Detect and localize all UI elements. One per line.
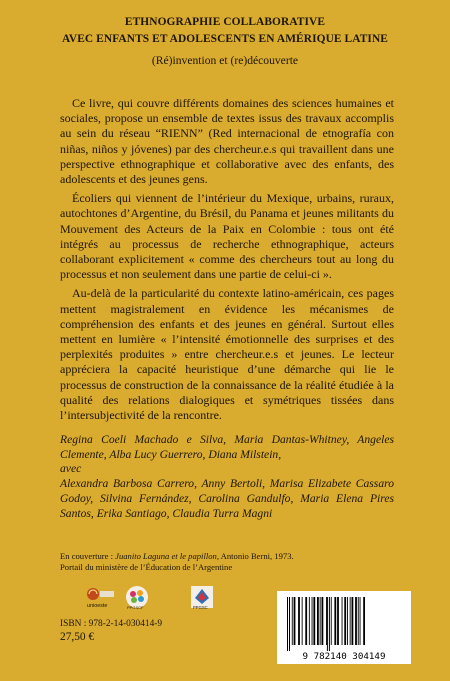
barcode-bar: [358, 597, 359, 645]
ppgsc-logo: [189, 585, 215, 611]
barcode-bar: [305, 597, 307, 645]
barcode-bar: [322, 597, 324, 645]
logo2-label: PPGSCF: [127, 605, 144, 610]
barcode-bar: [347, 597, 348, 645]
barcode-bar: [326, 597, 327, 645]
cover-artist: , Antonio Berni, 1973.: [216, 551, 294, 561]
blurb-paragraph-1: Ce livre, qui couvre différents domaines des sciences humaines et sociales, propose un ensemble de textes issus des travaux accomplis au sein du réseau “RIENN” (Red internacional de etnografía con niñas, niños y jóvenes) par des chercheur.e.s qui travaillent dans une perspective ethnographique et collaborative avec des enfants, des adolescents et des jeunes gens.: [60, 96, 394, 187]
barcode-bar: [292, 597, 293, 645]
isbn: ISBN : 978-2-14-030414-9: [60, 619, 163, 629]
barcode-guard-bar: [289, 597, 290, 651]
barcode-guard-bar: [327, 597, 328, 651]
barcode-bar: [363, 597, 365, 645]
cover-work-title: Juanito Laguna et le papillon: [115, 551, 217, 561]
barcode-bar: [309, 597, 310, 645]
barcode-bar: [298, 597, 300, 645]
barcode-bar: [312, 597, 313, 645]
ppgscf-logo: [124, 585, 150, 611]
barcode-bar: [317, 597, 319, 645]
barcode-bar: [331, 597, 332, 645]
blurb-paragraph-2: Écoliers qui viennent de l’intérieur du Mexique, urbains, ruraux, autochtones d’Argentine, du Brésil, du Panama et jeunes militants du Mouvement des Acteurs de la Paix en Colombie : tous ont été intégrés au processus de recherche ethnographique, acteurs collaborant explicitement « comme des chercheurs tout au long du processus et non seulement dans une partie de celui-ci ».: [60, 191, 394, 282]
cover-label: En couverture :: [60, 551, 116, 561]
barcode-bar: [342, 597, 343, 645]
barcode-bar: [337, 597, 339, 645]
barcode-bar: [360, 597, 361, 645]
cover-credits: [60, 551, 394, 573]
author-list: [60, 433, 394, 521]
book-subtitle: (Ré)invention et (re)découverte: [151, 54, 299, 67]
barcode-bar: [355, 597, 357, 645]
editors: Regina Coeli Machado e Silva, Maria Dantas-Whitney, Angeles Clemente, Alba Lucy Guerrero, Diana Milstein,: [60, 433, 394, 461]
cover-source: Portail du ministère de l’Éducation de l’Argentine: [60, 562, 233, 572]
barcode-guard-bar: [329, 597, 330, 651]
barcode: [277, 591, 411, 664]
book-title-line1: ETHNOGRAPHIE COLLABORATIVE: [124, 16, 326, 28]
barcode-bar: [352, 597, 354, 645]
logo1-label: unioeste: [87, 603, 108, 609]
unioeste-logo: [86, 585, 116, 611]
contributors: Alexandra Barbosa Carrero, Anny Bertoli, Marisa Elizabete Cassaro Godoy, Silvina Fernández, Carolina Gandulfo, Maria Elena Pires Santos, Erika Santiago, Claudia Turra Magni: [60, 477, 394, 520]
barcode-bar: [334, 597, 336, 645]
blurb: [60, 96, 394, 427]
barcode-number: 9 782140 304149: [302, 651, 386, 662]
book-title-line2: AVEC ENFANTS ET ADOLESCENTS EN AMÉRIQUE LATINE: [62, 33, 388, 45]
cover-credit-line: [60, 551, 394, 562]
barcode-bar: [320, 597, 321, 645]
barcode-bar: [294, 597, 296, 645]
authors-connector: avec: [60, 462, 82, 476]
barcode-bar: [302, 597, 303, 645]
barcode-bar: [344, 597, 346, 645]
barcode-bar: [350, 597, 351, 645]
barcode-guard-bar: [287, 597, 288, 651]
logo3-label: PPGSC: [193, 605, 208, 610]
price: 27,50 €: [60, 631, 95, 643]
barcode-bars: [277, 593, 411, 653]
blurb-paragraph-3: Au-delà de la particularité du contexte latino-américain, ces pages mettent magistralement en évidence les mécanismes de compréhension des enfants et des jeunes en général. Surtout elles mettent en lumière « l’intensité émotionnelle des surprises et des perplexités produites » entre chercheur.e.s et jeunes. Le lecteur appréciera la capacité heuristique d’une démarche qui lie le processus de construction de la connaissance de la réalité étudiée à la qualité des relations dialogiques et symétriques tissées dans l’intersubjectivité de la rencontre.: [60, 286, 394, 423]
barcode-bar: [313, 597, 315, 645]
